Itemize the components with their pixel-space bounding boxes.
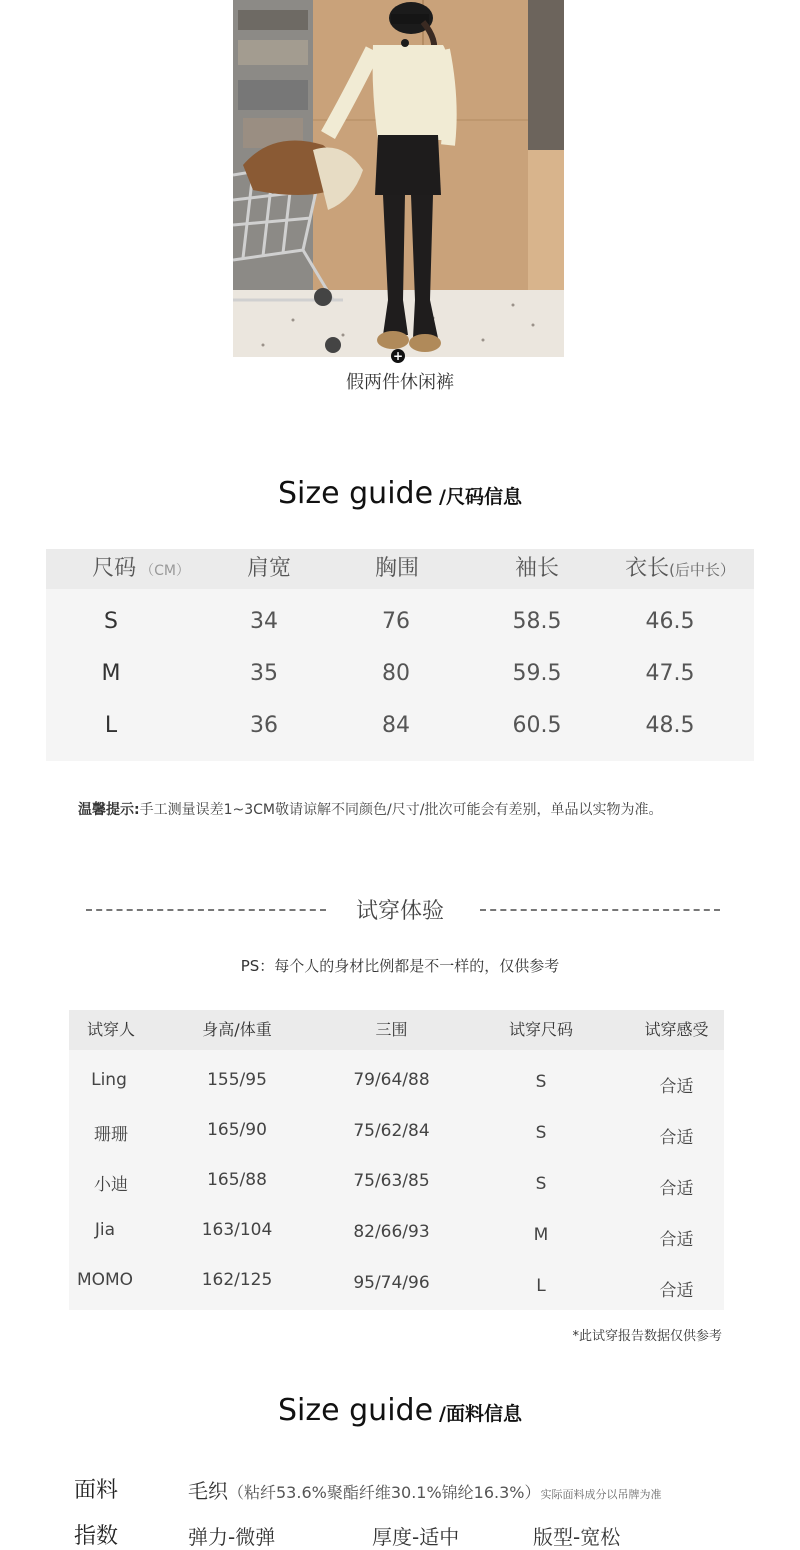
row-shoulder: 36 <box>250 713 278 738</box>
row-length: 46.5 <box>645 609 695 634</box>
heading-divider-right <box>480 909 720 911</box>
product-photo-illustration <box>233 0 564 357</box>
row-measurements: 75/63/85 <box>353 1171 430 1191</box>
fabric-material <box>188 1475 662 1504</box>
row-measurements: 95/74/96 <box>353 1273 430 1293</box>
row-person: 小迪 <box>94 1175 128 1195</box>
row-measurements: 75/62/84 <box>353 1121 430 1141</box>
row-sleeve: 60.5 <box>512 713 562 738</box>
row-sleeve: 59.5 <box>512 661 562 686</box>
row-chest: 80 <box>382 661 410 686</box>
header-person: 试穿人 <box>86 1020 135 1039</box>
fabric-guide-title-en: Size guide <box>278 1393 434 1428</box>
row-person: Ling <box>91 1070 127 1090</box>
row-sleeve: 58.5 <box>512 609 562 634</box>
row-height-weight: 162/125 <box>201 1270 273 1290</box>
header-length-note: (后中长） <box>669 561 735 579</box>
fabric-elasticity: 弹力-微弹 <box>188 1525 276 1549</box>
header-measurements: 三围 <box>375 1020 408 1039</box>
header-size <box>66 549 216 591</box>
fabric-material-label: 面料 <box>74 1478 119 1503</box>
row-height-weight: 163/104 <box>201 1220 273 1240</box>
header-sleeve: 袖长 <box>514 556 559 581</box>
header-feel: 试穿感受 <box>644 1020 709 1039</box>
fabric-tag-note: 实际面料成分以吊牌为准 <box>540 1488 662 1501</box>
header-length <box>606 549 754 590</box>
row-size: M <box>101 661 121 686</box>
fabric-material-value: 毛织 <box>188 1479 228 1503</box>
row-length: 47.5 <box>645 661 695 686</box>
row-chest: 84 <box>382 713 410 738</box>
warm-tip <box>78 799 662 819</box>
size-guide-title <box>0 476 800 511</box>
header-size-unit: （CM） <box>140 563 190 579</box>
row-chest: 76 <box>382 609 410 634</box>
trial-heading: 试穿体验 <box>355 899 444 924</box>
trial-table <box>69 1010 724 1310</box>
row-trial-size: S <box>535 1123 547 1143</box>
header-length-label: 衣长 <box>625 556 670 581</box>
row-shoulder: 35 <box>250 661 278 686</box>
row-person: Jia <box>94 1220 116 1240</box>
warm-tip-label: 温馨提示: <box>78 802 140 818</box>
header-size-label: 尺码 <box>92 556 137 581</box>
row-feel: 合适 <box>659 1281 694 1301</box>
row-person: 珊珊 <box>94 1125 128 1145</box>
header-shoulder: 肩宽 <box>246 556 291 581</box>
row-height-weight: 165/90 <box>207 1120 267 1140</box>
warm-tip-text: 手工测量误差1~3CM敬请谅解不同颜色/尺寸/批次可能会有差别，单品以实物为准。 <box>139 802 663 818</box>
row-trial-size: M <box>533 1225 549 1245</box>
header-trial-size: 试穿尺码 <box>508 1020 573 1039</box>
fabric-guide-title <box>0 1393 800 1428</box>
trial-ps: PS：每个人的身材比例都是不一样的，仅供参考 <box>240 957 560 975</box>
fabric-index-label: 指数 <box>74 1524 119 1549</box>
product-caption: 假两件休闲裤 <box>346 372 454 393</box>
row-size: L <box>104 713 118 738</box>
fabric-composition: （粘纤53.6%聚酯纤维30.1%锦纶16.3%） <box>228 1483 541 1502</box>
trial-footnote: *此试穿报告数据仅供参考 <box>572 1329 722 1344</box>
row-height-weight: 165/88 <box>207 1170 267 1190</box>
row-size: S <box>104 609 118 634</box>
trial-table-header <box>69 1010 724 1050</box>
size-guide-title-cn: /尺码信息 <box>439 486 522 508</box>
row-shoulder: 34 <box>250 609 278 634</box>
row-measurements: 82/66/93 <box>353 1222 430 1242</box>
row-height-weight: 155/95 <box>207 1070 267 1090</box>
header-height-weight: 身高/体重 <box>202 1020 272 1039</box>
row-feel: 合适 <box>659 1230 694 1250</box>
row-person: MOMO <box>76 1270 134 1290</box>
size-table <box>46 549 754 761</box>
row-length: 48.5 <box>645 713 695 738</box>
row-feel: 合适 <box>659 1128 694 1148</box>
fabric-guide-title-cn: /面料信息 <box>439 1403 522 1425</box>
fabric-fit: 版型-宽松 <box>533 1525 621 1549</box>
row-trial-size: L <box>536 1276 546 1296</box>
fabric-thickness: 厚度-适中 <box>372 1525 460 1549</box>
size-table-header <box>46 549 754 589</box>
row-measurements: 79/64/88 <box>353 1070 430 1090</box>
row-trial-size: S <box>535 1072 547 1092</box>
product-photo <box>233 0 564 357</box>
row-feel: 合适 <box>659 1077 694 1097</box>
size-guide-title-en: Size guide <box>278 476 434 511</box>
add-icon[interactable]: + <box>392 349 404 363</box>
row-feel: 合适 <box>659 1179 694 1199</box>
row-trial-size: S <box>535 1174 547 1194</box>
header-chest: 胸围 <box>374 556 419 581</box>
